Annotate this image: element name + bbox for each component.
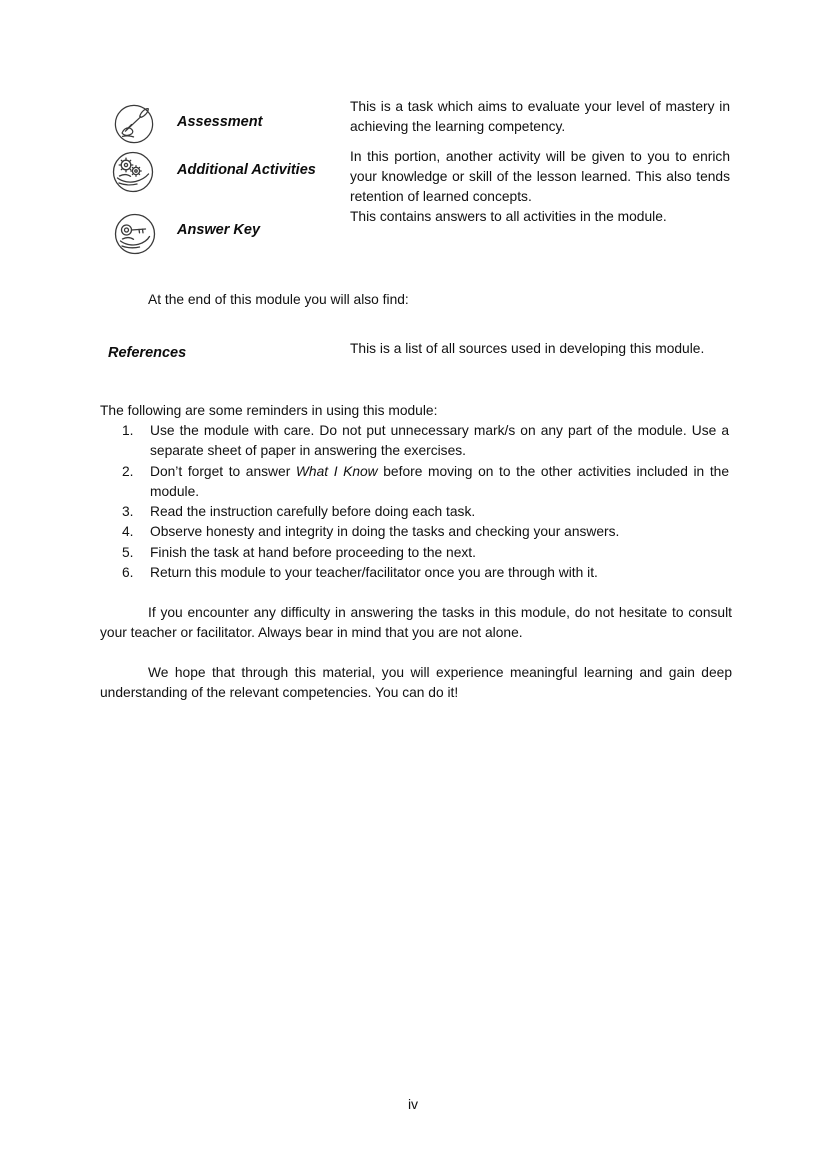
closing-paragraph-1: If you encounter any difficulty in answering the tasks in this module, do not hesitate to consult your teacher or facilitator. Always bear in mind that you are not alone.	[100, 605, 732, 641]
reminder-item-3	[100, 502, 729, 522]
item-number: 2.	[122, 463, 134, 479]
reminders-list	[100, 421, 729, 583]
reminder-item-1	[100, 421, 729, 462]
item-text: Don’t forget to answer What I Know before moving on to the other activities included in the module.	[150, 463, 729, 499]
item-number: 5.	[122, 544, 134, 560]
item-number: 1.	[122, 423, 134, 438]
assessment-description: This is a task which aims to evaluate your level of mastery in achieving the learning competency.	[350, 99, 730, 135]
reminder-item-5	[100, 543, 729, 563]
item-number: 3.	[122, 504, 134, 520]
item-text: Finish the task at hand before proceeding to the next.	[150, 544, 476, 560]
assessment-label: Assessment	[177, 114, 263, 130]
item-number: 6.	[122, 565, 134, 581]
reminders-intro: The following are some reminders in using this module:	[100, 403, 438, 418]
page-number: iv	[407, 1096, 419, 1112]
answer-key-description: This contains answers to all activities in the module.	[350, 209, 667, 225]
reminder-item-4	[100, 522, 729, 542]
item-text: Return this module to your teacher/facilitator once you are through with it.	[150, 565, 598, 581]
icon-descriptions-column	[350, 97, 730, 228]
item-text: Observe honesty and integrity in doing the tasks and checking your answers.	[150, 524, 620, 540]
reminder-item-2	[100, 462, 729, 503]
what-i-know-italic: What I Know	[295, 463, 378, 479]
references-description: This is a list of all sources used in developing this module.	[350, 341, 705, 356]
references-label: References	[108, 345, 187, 361]
reminder-item-6	[100, 563, 729, 583]
answer-key-hand-key-icon	[113, 212, 157, 256]
answer-key-label: Answer Key	[177, 222, 261, 238]
closing-paragraph-2: We hope that through this material, you will experience meaningful learning and gain deep understanding of the relevant competencies. You can do it!	[100, 665, 732, 701]
item-text: Use the module with care. Do not put unnecessary mark/s on any part of the module. Use a separate sheet of paper in answering the exercises.	[150, 423, 729, 459]
additional-activities-description: In this portion, another activity will be given to you to enrich your knowledge or skill of the lesson learned. This also tends retention of learned concepts.	[350, 148, 730, 205]
item-text: Read the instruction carefully before doing each task.	[150, 504, 476, 520]
end-note: At the end of this module you will also find:	[148, 292, 409, 307]
assessment-hand-writing-quill-icon	[113, 103, 155, 145]
item-number: 4.	[122, 524, 134, 540]
additional-activities-hand-gears-icon	[111, 150, 155, 194]
additional-activities-label: Additional Activities	[177, 162, 316, 178]
